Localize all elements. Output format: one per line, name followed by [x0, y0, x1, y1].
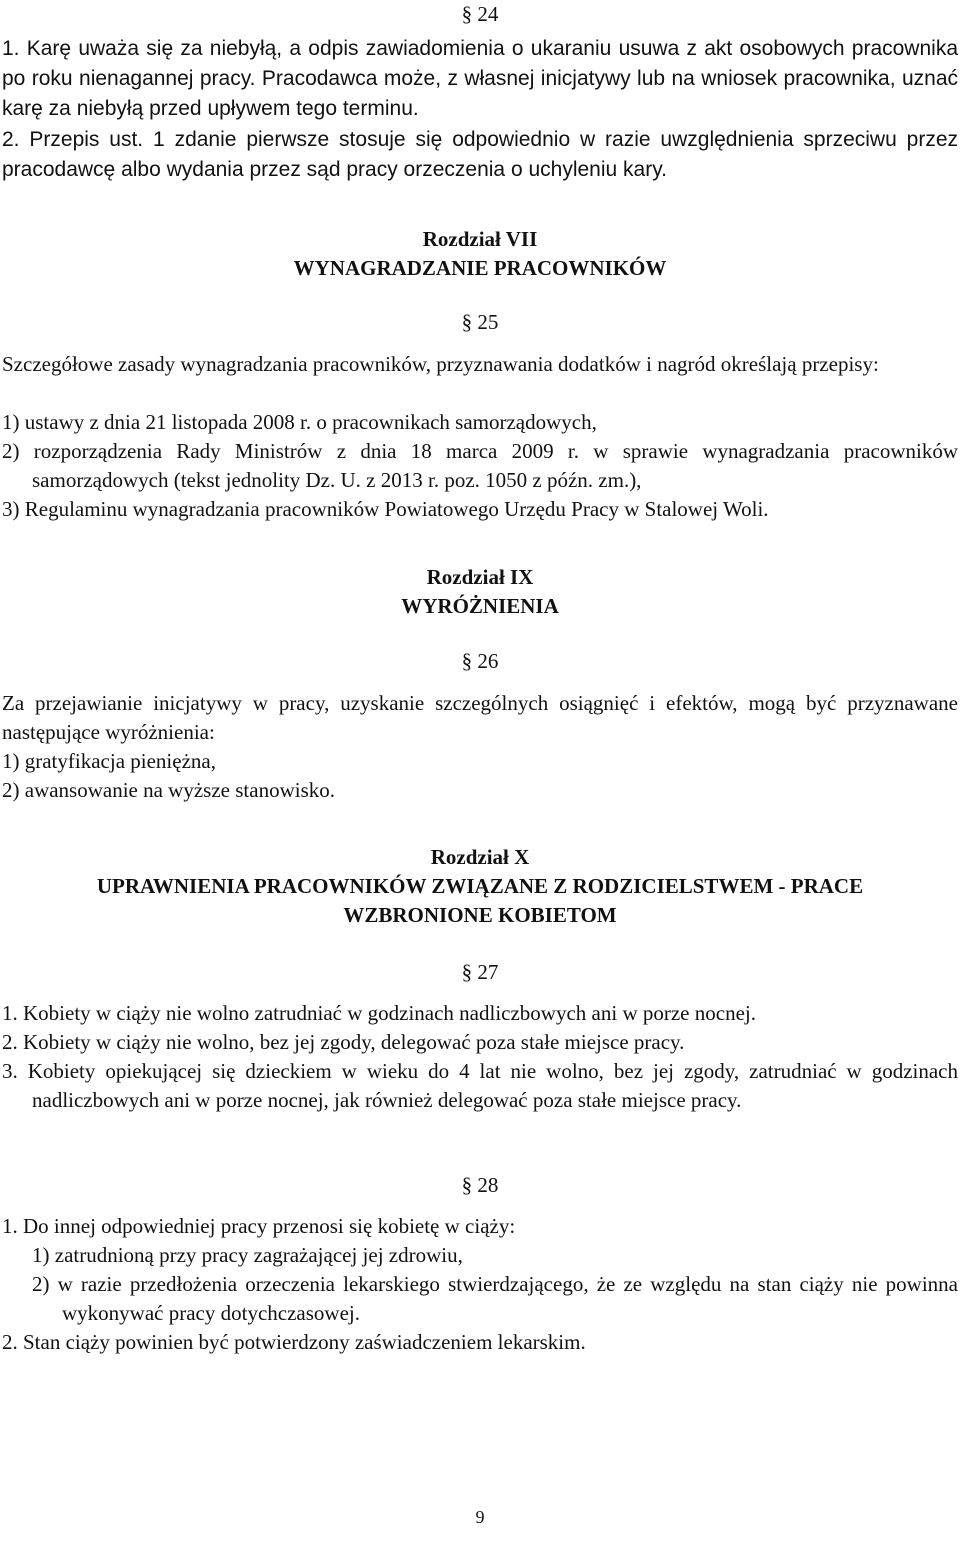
list-item: 1) zatrudnioną przy pracy zagrażającej jej zdrowiu, [32, 1243, 463, 1267]
section-28-heading: § 28 [461, 1173, 499, 1197]
s27-list [2, 999, 958, 1115]
s28-block [2, 1212, 958, 1357]
chapter-10-title: Rozdział X [430, 845, 530, 869]
s26-intro: Za przejawianie inicjatywy w pracy, uzyskanie szczególnych osiągnięć i efektów, mogą być przyznawane następujące wyróżnienia: [2, 691, 958, 744]
s25-list [2, 408, 958, 524]
section-27-heading: § 27 [461, 960, 499, 984]
chapter-7-subtitle: WYNAGRADZANIE PRACOWNIKÓW [293, 256, 667, 280]
list-item: 1. Kobiety w ciąży nie wolno zatrudniać w godzinach nadliczbowych ani w porze nocnej. [2, 1001, 756, 1025]
section-24-heading: § 24 [461, 2, 499, 26]
chapter-10-subtitle: UPRAWNIENIA PRACOWNIKÓW ZWIĄZANE Z RODZICIELSTWEM - PRACE WZBRONIONE KOBIETOM [96, 874, 864, 927]
s24-paragraph-2: 2. Przepis ust. 1 zdanie pierwsze stosuje się odpowiednio w razie uwzględnienia sprzeciwu przez pracodawcę albo wydania przez sąd pracy orzeczenia o uchyleniu kary. [2, 128, 958, 181]
list-item: 1) ustawy z dnia 21 listopada 2008 r. o pracownikach samorządowych, [2, 410, 597, 434]
page-number: 9 [475, 1507, 485, 1527]
list-item: 2) rozporządzenia Rady Ministrów z dnia 18 marca 2009 r. w sprawie wynagradzania pracowników samorządowych (tekst jednolity Dz. U. z 2013 r. poz. 1050 z późn. zm.), [2, 439, 958, 492]
s28-paragraph-1: 1. Do innej odpowiedniej pracy przenosi się kobietę w ciąży: [2, 1214, 516, 1238]
list-item: 2. Kobiety w ciąży nie wolno, bez jej zgody, delegować poza stałe miejsce pracy. [2, 1030, 685, 1054]
chapter-9-subtitle: WYRÓŻNIENIA [401, 594, 559, 618]
section-25-heading: § 25 [461, 310, 499, 334]
section-26-heading: § 26 [461, 649, 499, 673]
chapter-9-title: Rozdział IX [426, 565, 534, 589]
list-item: 2) w razie przedłożenia orzeczenia lekarskiego stwierdzającego, że ze względu na stan ciąży nie powinna wykonywać pracy dotychczasowej. [32, 1272, 958, 1325]
s26-list [2, 747, 958, 805]
list-item: 2) awansowanie na wyższe stanowisko. [2, 778, 335, 802]
s24-paragraph-1: 1. Karę uważa się za niebyłą, a odpis zawiadomienia o ukaraniu usuwa z akt osobowych pracownika po roku nienagannej pracy. Pracodawca może, z własnej inicjatywy lub na wniosek pracownika, uznać karę za niebyłą przed upływem tego terminu. [2, 37, 958, 120]
s28-paragraph-2: 2. Stan ciąży powinien być potwierdzony zaświadczeniem lekarskim. [2, 1330, 586, 1354]
s25-intro: Szczegółowe zasady wynagradzania pracowników, przyznawania dodatków i nagród określają przepisy: [2, 352, 879, 376]
list-item: 3) Regulaminu wynagradzania pracowników Powiatowego Urzędu Pracy w Stalowej Woli. [2, 497, 769, 521]
list-item: 3. Kobiety opiekującej się dzieckiem w wieku do 4 lat nie wolno, bez jej zgody, zatrudniać w godzinach nadliczbowych ani w porze nocnej, jak również delegować poza stałe miejsce pracy. [2, 1059, 958, 1112]
list-item: 1) gratyfikacja pieniężna, [2, 749, 216, 773]
chapter-7-title: Rozdział VII [422, 227, 538, 251]
